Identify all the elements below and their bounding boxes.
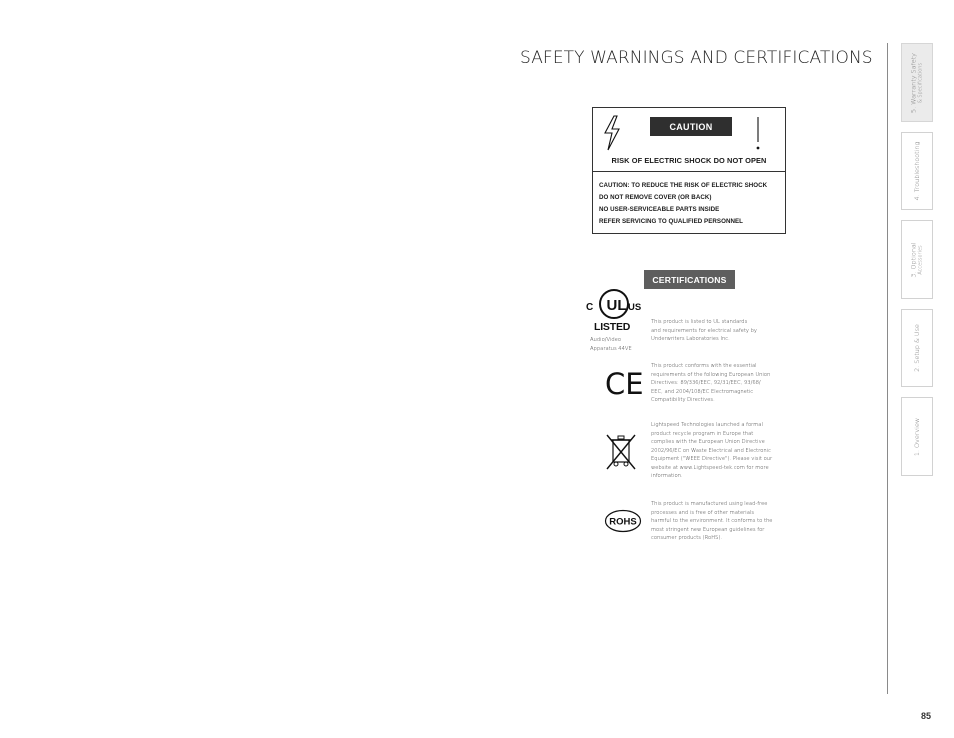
rohs-icon xyxy=(604,509,642,533)
caution-line: CAUTION: TO REDUCE THE RISK OF ELECTRIC SHOCK xyxy=(599,182,768,189)
text-line: processes and is free of other materials xyxy=(651,509,755,516)
text-line: Underwriters Laboratories Inc. xyxy=(651,336,730,342)
text-line: requirements of the following European Union xyxy=(651,371,771,378)
svg-text:CE: CE xyxy=(605,368,644,398)
caution-line: DO NOT REMOVE COVER (OR BACK) xyxy=(599,194,712,201)
tab-troubleshooting[interactable] xyxy=(901,132,933,210)
tab-setup-use[interactable] xyxy=(901,309,933,387)
text-line: harmful to the environment. It conforms to the xyxy=(651,518,773,524)
caution-line: NO USER-SERVICEABLE PARTS INSIDE xyxy=(599,206,720,213)
text-line: This product is listed to UL standards xyxy=(651,319,748,325)
tab-optional-accessories[interactable] xyxy=(901,220,933,299)
text-line: 2002/96/EC on Waste Electrical and Electronic xyxy=(651,447,771,454)
ul-caption xyxy=(590,336,632,353)
tab-label: 4. Troubleshooting xyxy=(913,141,921,201)
text-line: Compatibility Directives. xyxy=(651,397,715,403)
tab-label: 1. Overview xyxy=(913,417,921,456)
tab-label: 5. Warranty Safety & Specifications xyxy=(909,52,924,113)
ul-caption-line: Apparatus 44VE xyxy=(590,345,632,352)
caution-box xyxy=(592,107,786,234)
tab-overview[interactable] xyxy=(901,397,933,476)
tab-label: 3. Optional Accessories xyxy=(909,241,924,278)
svg-text:US: US xyxy=(628,302,642,313)
text-line: Directives: 89/336/EEC, 92/31/EEC, 93/68/ xyxy=(651,380,761,386)
text-line: Lightspeed Technologies launched a formal xyxy=(651,422,763,428)
weee-crossed-bin-icon xyxy=(604,432,638,472)
ul-caption-line: Audio/Video xyxy=(590,337,622,343)
text-line: Equipment ("WEEE Directive"). Please visit our xyxy=(651,456,773,462)
text-line: This product conforms with the essential xyxy=(651,363,757,369)
caution-lines xyxy=(599,180,767,228)
ce-description xyxy=(651,362,779,405)
tab-warranty-safety[interactable] xyxy=(901,43,933,122)
svg-text:UL: UL xyxy=(606,297,627,314)
page-number: 85 xyxy=(921,711,932,721)
text-line: This product is manufactured using lead-free xyxy=(651,501,768,507)
text-line: and requirements for electrical safety by xyxy=(651,327,757,334)
exclamation-icon xyxy=(746,114,770,152)
text-line: product recycle program in Europe that xyxy=(651,430,754,437)
caution-risk-text: RISK OF ELECTRIC SHOCK DO NOT OPEN xyxy=(611,156,767,165)
text-line: most stringent new European guidelines for xyxy=(651,526,765,533)
caution-line: REFER SERVICING TO QUALIFIED PERSONNEL xyxy=(599,218,744,225)
caution-header xyxy=(593,108,785,171)
text-line: information. xyxy=(651,473,683,479)
text-line: website at www.Lightspeed-tek.com for more xyxy=(651,464,769,471)
ul-description xyxy=(651,318,779,344)
svg-text:C: C xyxy=(586,302,594,313)
electric-shock-icon xyxy=(601,115,623,151)
certifications-label: CERTIFICATIONS xyxy=(644,270,735,289)
svg-text:ROHS: ROHS xyxy=(609,516,637,528)
text-line: consumer products (RoHS). xyxy=(651,535,723,541)
text-line: EEC, and 2004/108/EC Electromagnetic xyxy=(651,388,754,395)
page-title: SAFETY WARNINGS AND CERTIFICATIONS xyxy=(520,48,873,68)
sidebar-divider xyxy=(887,43,888,694)
weee-description xyxy=(651,421,779,481)
ce-mark-icon xyxy=(604,368,644,398)
caution-divider xyxy=(593,171,785,172)
text-line: complies with the European Union Directive xyxy=(651,439,765,445)
caution-label: CAUTION xyxy=(650,117,732,136)
tab-label: 2. Setup & Use xyxy=(913,324,921,372)
ul-listed-text: LISTED xyxy=(594,321,631,333)
rohs-description xyxy=(651,500,779,543)
